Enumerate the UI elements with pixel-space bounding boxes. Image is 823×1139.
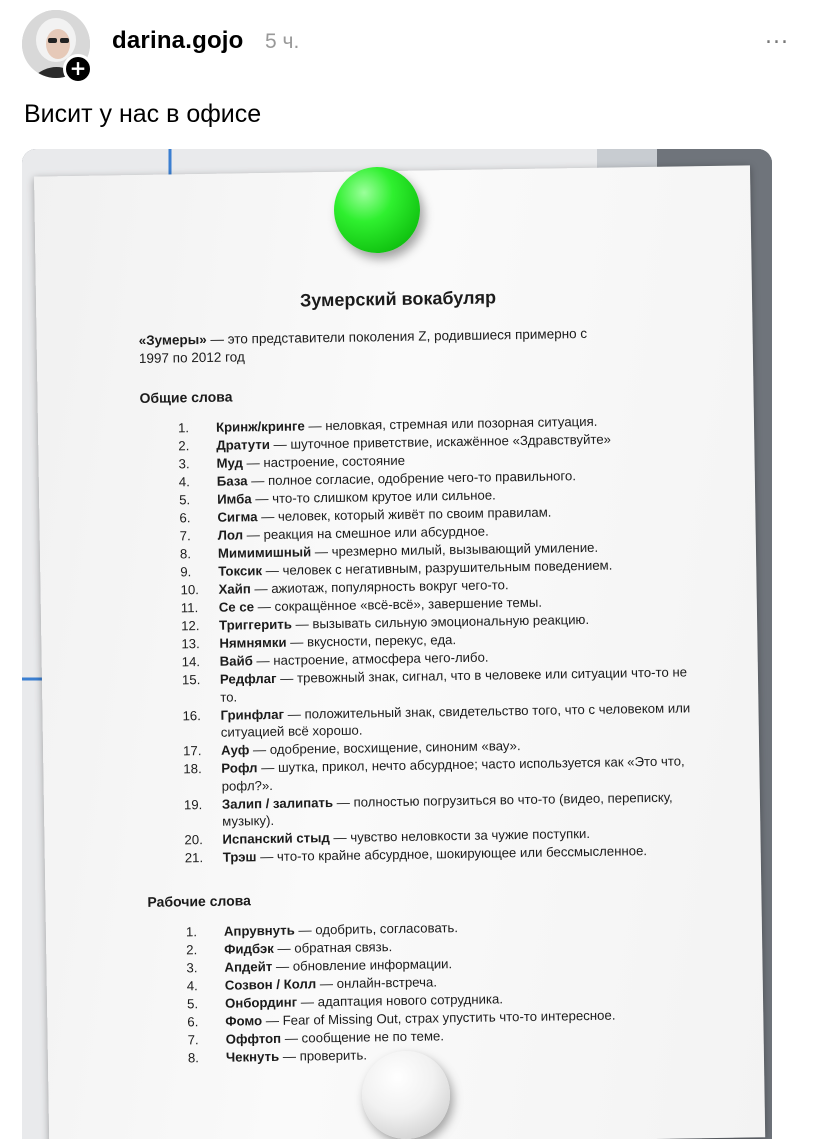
item-term: Гринфлаг bbox=[220, 706, 285, 723]
item-definition: — настроение, атмосфера чего-либо. bbox=[252, 649, 489, 669]
post-time: 5 ч. bbox=[265, 30, 300, 53]
item-term: Кринж/кринге bbox=[215, 418, 305, 435]
item-number: 13. bbox=[181, 636, 200, 652]
item-number: 6. bbox=[187, 1013, 199, 1029]
item-number: 10. bbox=[180, 582, 200, 598]
item-number: 3. bbox=[186, 959, 198, 975]
item-term: База bbox=[216, 473, 248, 489]
item-term: Фидбэк bbox=[224, 940, 274, 957]
item-number: 21. bbox=[184, 850, 204, 866]
item-term: Муд bbox=[216, 455, 244, 471]
item-term: Фомо bbox=[225, 1012, 263, 1029]
term-list bbox=[140, 411, 707, 867]
item-term: Имба bbox=[217, 491, 252, 507]
item-definition: — тревожный знак, сигнал, что в человеке или ситуации что-то не то. bbox=[220, 664, 688, 705]
item-number: 8. bbox=[179, 546, 192, 562]
item-definition: — сообщение не по теме. bbox=[280, 1027, 445, 1046]
item-definition: — обратная связь. bbox=[273, 938, 393, 956]
document-body bbox=[138, 284, 710, 1067]
item-definition: — обновление информации. bbox=[272, 955, 453, 974]
item-term: Триггерить bbox=[218, 616, 292, 633]
item-definition: — полностью погрузиться во что-то (видео, переписку, музыку). bbox=[222, 789, 673, 829]
item-number: 7. bbox=[179, 528, 191, 544]
item-definition: — чувство неловкости за чужие поступки. bbox=[329, 825, 591, 846]
item-term: Редфлаг bbox=[219, 670, 277, 687]
item-definition: — онлайн-встреча. bbox=[316, 973, 438, 991]
item-definition: — ажиотаж, популярность вокруг чего-то. bbox=[250, 577, 509, 597]
post-header bbox=[0, 0, 823, 95]
item-definition: — человек, который живёт по своим правилам. bbox=[257, 504, 552, 525]
item-definition: — одобрить, согласовать. bbox=[294, 919, 459, 938]
section-heading: Рабочие слова bbox=[147, 891, 252, 910]
item-term: Залип / залипать bbox=[221, 794, 334, 812]
item-number: 12. bbox=[181, 618, 200, 634]
item-number: 6. bbox=[179, 510, 191, 526]
item-term: Испанский стыд bbox=[222, 830, 330, 847]
item-term: Вайб bbox=[219, 653, 253, 669]
green-magnet bbox=[334, 167, 420, 253]
item-definition: — настроение, состояние bbox=[242, 452, 406, 471]
item-term: Оффтоп bbox=[225, 1030, 282, 1047]
item-definition: — сокращённое «всё-всё», завершение темы. bbox=[253, 594, 543, 615]
item-number: 1. bbox=[185, 923, 198, 939]
item-definition: — шутка, прикол, нечто абсурдное; часто используется как «Это что, рофл?». bbox=[221, 753, 685, 794]
term-list bbox=[148, 915, 710, 1067]
item-number: 5. bbox=[179, 492, 191, 508]
item-term: Апдейт bbox=[224, 958, 273, 975]
item-term: Чекнуть bbox=[225, 1048, 280, 1065]
item-number: 2. bbox=[186, 941, 198, 957]
item-term: Хайп bbox=[218, 581, 251, 597]
white-magnet bbox=[362, 1051, 450, 1139]
item-number: 16. bbox=[182, 707, 201, 723]
item-definition: — полное согласие, одобрение чего-то правильного. bbox=[247, 468, 577, 489]
item-definition: — шуточное приветствие, искажённое «Здравствуйте» bbox=[269, 431, 612, 452]
item-definition: — вкусности, перекус, еда. bbox=[286, 632, 457, 650]
item-number: 11. bbox=[180, 600, 199, 616]
item-number: 3. bbox=[178, 456, 190, 472]
item-term: Се се bbox=[218, 599, 255, 615]
item-number: 17. bbox=[182, 743, 202, 759]
item-term: Рофл bbox=[221, 760, 258, 776]
vocabulary-sheet bbox=[34, 165, 765, 1139]
item-definition: — неловкая, стремная или позорная ситуация. bbox=[304, 413, 598, 434]
item-number: 19. bbox=[183, 796, 203, 812]
sections-container bbox=[139, 381, 710, 1067]
item-number: 5. bbox=[186, 995, 199, 1011]
item-definition: — чрезмерно милый, вызывающий умиление. bbox=[311, 539, 599, 560]
username[interactable]: darina.gojo bbox=[112, 27, 244, 54]
item-term: Созвон / Колл bbox=[224, 975, 317, 993]
item-definition: — реакция на смешное или абсурдное. bbox=[242, 523, 489, 543]
item-term: Дратути bbox=[216, 436, 271, 453]
item-term: Онбординг bbox=[224, 994, 298, 1011]
item-number: 9. bbox=[180, 564, 192, 580]
item-definition: — человек с негативным, разрушительным поведением. bbox=[261, 557, 613, 579]
item-term: Трэш bbox=[222, 849, 257, 865]
item-term: Апрувнуть bbox=[223, 922, 295, 939]
item-definition: — положительный знак, свидетельство того, что с человеком или ситуацией всё хорошо. bbox=[220, 699, 691, 740]
item-definition: — проверить. bbox=[279, 1047, 368, 1064]
item-number: 20. bbox=[184, 832, 203, 848]
item-number: 4. bbox=[178, 474, 190, 490]
item-number: 7. bbox=[187, 1031, 199, 1047]
item-definition: — вызывать сильную эмоциональную реакцию. bbox=[291, 611, 590, 632]
document-intro: «Зумеры» — это представители поколения Z, родившиеся примерно с 1997 по 2012 год bbox=[138, 325, 588, 366]
item-term: Сигма bbox=[217, 509, 258, 525]
item-term: Мимимишный bbox=[217, 544, 312, 561]
section-heading: Общие слова bbox=[139, 388, 233, 406]
follow-button[interactable]: + bbox=[63, 54, 93, 84]
item-number: 14. bbox=[181, 654, 201, 670]
item-definition: — адаптация нового сотрудника. bbox=[297, 990, 504, 1010]
item-number: 15. bbox=[181, 672, 201, 688]
item-number: 8. bbox=[187, 1049, 200, 1065]
item-number: 2. bbox=[178, 438, 190, 454]
item-term: Ауф bbox=[220, 742, 250, 758]
item-number: 4. bbox=[186, 977, 198, 993]
item-term: Токсик bbox=[218, 563, 263, 579]
post-photo[interactable] bbox=[22, 149, 772, 1139]
item-definition: — что-то слишком крутое или сильное. bbox=[251, 487, 496, 507]
item-number: 18. bbox=[183, 761, 202, 777]
item-definition: — что-то крайне абсурдное, шокирующее или бессмысленное. bbox=[256, 843, 648, 865]
item-number: 1. bbox=[177, 420, 190, 436]
document-title: Зумерский вокабуляр bbox=[299, 287, 497, 311]
item-term: Нямнямки bbox=[219, 634, 287, 651]
more-dots-icon[interactable]: ... bbox=[765, 24, 789, 49]
item-term: Лол bbox=[217, 527, 244, 543]
item-definition: — Fear of Missing Out, страх упустить что-то интересное. bbox=[261, 1007, 616, 1028]
item-definition: — одобрение, восхищение, синоним «вау». bbox=[249, 738, 521, 758]
post-caption: Висит у нас в офисе bbox=[24, 100, 262, 128]
